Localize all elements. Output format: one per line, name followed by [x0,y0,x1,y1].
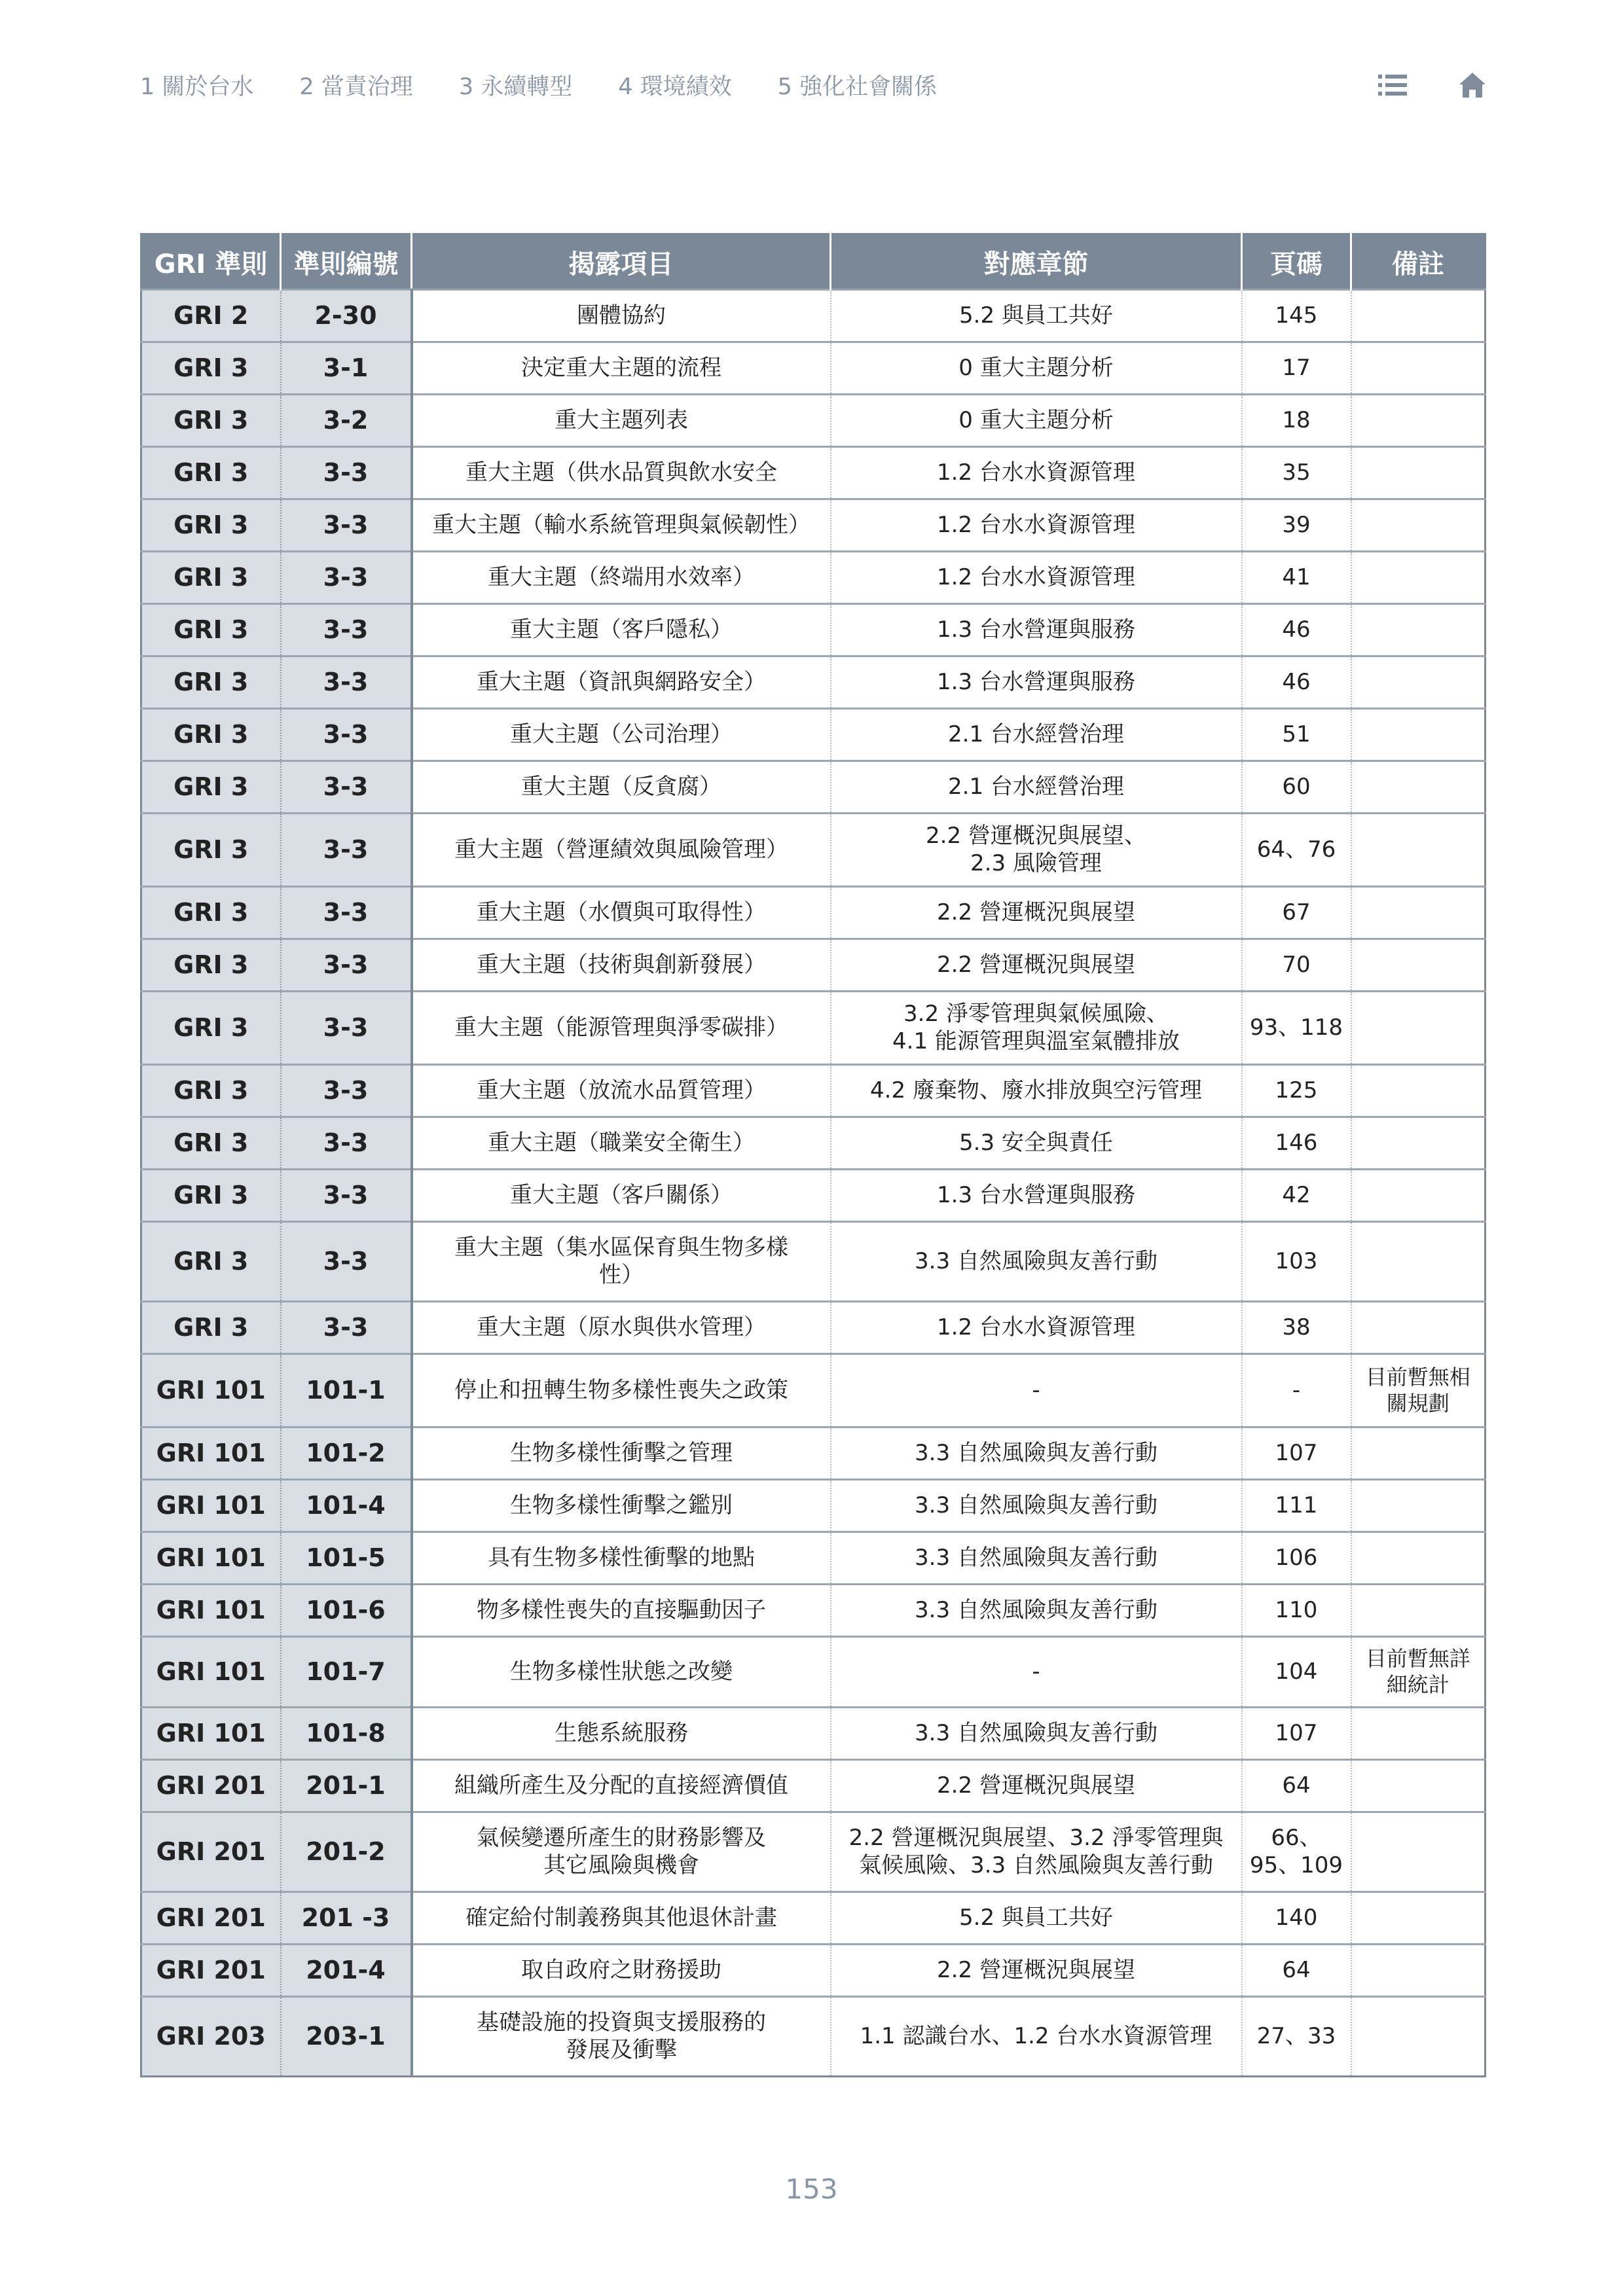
note-cell [1351,499,1486,552]
table-row [141,1637,1486,1708]
note-cell [1351,290,1486,342]
gri-standard-cell: GRI 3 [141,1117,281,1170]
page-cell: - [1242,1354,1351,1427]
page-cell: 67 [1242,887,1351,939]
page-cell: 27、33 [1242,1997,1351,2077]
table-row [141,395,1486,447]
standard-code-cell: 3-3 [281,552,412,604]
gri-standard-cell: GRI 3 [141,604,281,656]
page-cell: 107 [1242,1427,1351,1480]
gri-standard-cell: GRI 3 [141,1065,281,1117]
note-cell [1351,1222,1486,1302]
disclosure-item-cell: 重大主題（公司治理） [412,709,831,761]
nav-item-environment[interactable]: 4 環境績效 [618,74,732,100]
standard-code-cell: 101-4 [281,1480,412,1532]
gri-standard-cell: GRI 3 [141,1170,281,1222]
note-cell [1351,1812,1486,1892]
gri-standard-cell: GRI 3 [141,814,281,887]
nav-item-governance[interactable]: 2 當責治理 [299,74,413,100]
table-row [141,887,1486,939]
disclosure-item-cell: 重大主題（客戶關係） [412,1170,831,1222]
disclosure-item-cell: 重大主題（資訊與網路安全） [412,656,831,709]
gri-standard-cell: GRI 101 [141,1480,281,1532]
standard-code-cell: 3-3 [281,447,412,499]
table-row [141,761,1486,814]
note-cell [1351,992,1486,1065]
note-cell [1351,395,1486,447]
standard-code-cell: 3-3 [281,939,412,992]
disclosure-item-cell: 生物多樣性衝擊之管理 [412,1427,831,1480]
gri-standard-cell: GRI 201 [141,1760,281,1812]
disclosure-item-cell: 組織所產生及分配的直接經濟價值 [412,1760,831,1812]
gri-standard-cell: GRI 3 [141,1302,281,1354]
gri-standard-cell: GRI 3 [141,447,281,499]
standard-code-cell: 201-4 [281,1945,412,1997]
gri-standard-cell: GRI 203 [141,1997,281,2077]
standard-code-cell: 3-3 [281,656,412,709]
page-cell: 41 [1242,552,1351,604]
note-cell [1351,656,1486,709]
standard-code-cell: 3-3 [281,992,412,1065]
nav-item-transformation[interactable]: 3 永續轉型 [458,74,573,100]
note-cell [1351,604,1486,656]
standard-code-cell: 3-3 [281,1302,412,1354]
table-row [141,814,1486,887]
gri-standard-cell: GRI 2 [141,290,281,342]
gri-standard-cell: GRI 101 [141,1354,281,1427]
table-row [141,1708,1486,1760]
page-cell: 111 [1242,1480,1351,1532]
note-cell [1351,814,1486,887]
section-cell: 2.2 營運概況與展望、3.2 淨零管理與 氣候風險、3.3 自然風險與友善行動 [831,1812,1242,1892]
disclosure-item-cell: 確定給付制義務與其他退休計畫 [412,1892,831,1945]
section-cell: 3.3 自然風險與友善行動 [831,1427,1242,1480]
table-row [141,499,1486,552]
table-row [141,1945,1486,1997]
disclosure-item-cell: 具有生物多樣性衝擊的地點 [412,1532,831,1585]
standard-code-cell: 203-1 [281,1997,412,2077]
note-cell: 目前暫無相 關規劃 [1351,1354,1486,1427]
note-cell [1351,1945,1486,1997]
section-cell: 5.3 安全與責任 [831,1117,1242,1170]
note-cell [1351,761,1486,814]
section-cell: - [831,1637,1242,1708]
table-body [141,290,1486,2077]
gri-standard-cell: GRI 201 [141,1945,281,1997]
home-icon[interactable] [1458,71,1487,99]
standard-code-cell: 3-3 [281,887,412,939]
page-cell: 93、118 [1242,992,1351,1065]
table-row [141,1302,1486,1354]
disclosure-item-cell: 重大主題（反貪腐） [412,761,831,814]
table-row [141,552,1486,604]
table-row [141,709,1486,761]
section-cell: 3.3 自然風險與友善行動 [831,1480,1242,1532]
table-row [141,1997,1486,2077]
table-row [141,1480,1486,1532]
gri-standard-cell: GRI 101 [141,1427,281,1480]
section-cell: 2.2 營運概況與展望 [831,887,1242,939]
gri-standard-cell: GRI 101 [141,1708,281,1760]
gri-standard-cell: GRI 101 [141,1637,281,1708]
top-navigation [140,65,983,105]
disclosure-item-cell: 重大主題（水價與可取得性） [412,887,831,939]
disclosure-item-cell: 重大主題（職業安全衛生） [412,1117,831,1170]
gri-standard-cell: GRI 3 [141,761,281,814]
page-number: 153 [785,2173,838,2205]
gri-index-table [140,233,1486,2077]
table-row [141,656,1486,709]
table-row [141,447,1486,499]
gri-standard-cell: GRI 3 [141,395,281,447]
section-cell: 5.2 與員工共好 [831,290,1242,342]
section-cell: 1.2 台水水資源管理 [831,552,1242,604]
gri-standard-cell: GRI 3 [141,656,281,709]
header-section: 對應章節 [831,234,1242,290]
standard-code-cell: 3-3 [281,709,412,761]
page-cell: 46 [1242,604,1351,656]
section-cell: 3.3 自然風險與友善行動 [831,1222,1242,1302]
section-cell: 1.3 台水營運與服務 [831,656,1242,709]
table-row [141,1170,1486,1222]
table-row [141,290,1486,342]
note-cell [1351,887,1486,939]
gri-standard-cell: GRI 3 [141,887,281,939]
list-icon[interactable] [1378,71,1407,99]
table-row [141,992,1486,1065]
disclosure-item-cell: 團體協約 [412,290,831,342]
standard-code-cell: 101-7 [281,1637,412,1708]
table-row [141,1585,1486,1637]
section-cell: 3.3 自然風險與友善行動 [831,1708,1242,1760]
disclosure-item-cell: 取自政府之財務援助 [412,1945,831,1997]
page-cell: 64 [1242,1760,1351,1812]
section-cell: 1.2 台水水資源管理 [831,499,1242,552]
page-cell: 110 [1242,1585,1351,1637]
note-cell [1351,1708,1486,1760]
nav-item-social[interactable]: 5 強化社會關係 [777,74,938,100]
disclosure-item-cell: 生態系統服務 [412,1708,831,1760]
standard-code-cell: 3-3 [281,499,412,552]
note-cell [1351,1302,1486,1354]
section-cell: 4.2 廢棄物、廢水排放與空污管理 [831,1065,1242,1117]
section-cell: 5.2 與員工共好 [831,1892,1242,1945]
standard-code-cell: 101-2 [281,1427,412,1480]
section-cell: 3.3 自然風險與友善行動 [831,1532,1242,1585]
page-cell: 17 [1242,342,1351,395]
header-disclosure-item: 揭露項目 [412,234,831,290]
page-cell: 107 [1242,1708,1351,1760]
gri-standard-cell: GRI 3 [141,939,281,992]
page-cell: 125 [1242,1065,1351,1117]
gri-standard-cell: GRI 3 [141,992,281,1065]
standard-code-cell: 101-8 [281,1708,412,1760]
section-cell: 2.2 營運概況與展望 [831,1760,1242,1812]
disclosure-item-cell: 停止和扭轉生物多樣性喪失之政策 [412,1354,831,1427]
disclosure-item-cell: 氣候變遷所產生的財務影響及 其它風險與機會 [412,1812,831,1892]
table-row [141,604,1486,656]
page-cell: 140 [1242,1892,1351,1945]
note-cell [1351,939,1486,992]
gri-standard-cell: GRI 3 [141,499,281,552]
standard-code-cell: 3-3 [281,604,412,656]
disclosure-item-cell: 重大主題（能源管理與淨零碳排） [412,992,831,1065]
page-cell: 64 [1242,1945,1351,1997]
section-cell: 2.2 營運概況與展望 [831,939,1242,992]
page-cell: 38 [1242,1302,1351,1354]
note-cell [1351,552,1486,604]
standard-code-cell: 3-1 [281,342,412,395]
standard-code-cell: 3-3 [281,1170,412,1222]
note-cell [1351,709,1486,761]
page-cell: 46 [1242,656,1351,709]
disclosure-item-cell: 重大主題（終端用水效率） [412,552,831,604]
header-page: 頁碼 [1242,234,1351,290]
disclosure-item-cell: 決定重大主題的流程 [412,342,831,395]
section-cell: 1.2 台水水資源管理 [831,1302,1242,1354]
disclosure-item-cell: 生物多樣性狀態之改變 [412,1637,831,1708]
table-header-row [141,234,1486,290]
note-cell: 目前暫無詳 細統計 [1351,1637,1486,1708]
disclosure-item-cell: 重大主題（營運績效與風險管理） [412,814,831,887]
section-cell: 2.2 營運概況與展望 [831,1945,1242,1997]
table-row [141,1117,1486,1170]
disclosure-item-cell: 基礎設施的投資與支援服務的 發展及衝擊 [412,1997,831,2077]
table-row [141,1427,1486,1480]
note-cell [1351,1532,1486,1585]
note-cell [1351,447,1486,499]
gri-standard-cell: GRI 3 [141,342,281,395]
page-cell: 106 [1242,1532,1351,1585]
section-cell: 1.3 台水營運與服務 [831,1170,1242,1222]
section-cell: 1.3 台水營運與服務 [831,604,1242,656]
standard-code-cell: 201 -3 [281,1892,412,1945]
table-row [141,1065,1486,1117]
gri-standard-cell: GRI 3 [141,552,281,604]
note-cell [1351,342,1486,395]
table-row [141,342,1486,395]
note-cell [1351,1117,1486,1170]
page-cell: 42 [1242,1170,1351,1222]
note-cell [1351,1065,1486,1117]
standard-code-cell: 3-2 [281,395,412,447]
standard-code-cell: 101-6 [281,1585,412,1637]
gri-standard-cell: GRI 101 [141,1585,281,1637]
nav-item-about[interactable]: 1 關於台水 [140,74,254,100]
table-row [141,1812,1486,1892]
disclosure-item-cell: 重大主題（原水與供水管理） [412,1302,831,1354]
disclosure-item-cell: 重大主題（輸水系統管理與氣候韌性） [412,499,831,552]
note-cell [1351,1480,1486,1532]
table-row [141,1532,1486,1585]
page-cell: 70 [1242,939,1351,992]
note-cell [1351,1892,1486,1945]
disclosure-item-cell: 重大主題（客戶隱私） [412,604,831,656]
page-cell: 66、 95、109 [1242,1812,1351,1892]
disclosure-item-cell: 重大主題（技術與創新發展） [412,939,831,992]
table-row [141,1892,1486,1945]
standard-code-cell: 201-2 [281,1812,412,1892]
gri-standard-cell: GRI 101 [141,1532,281,1585]
section-cell: - [831,1354,1242,1427]
page-cell: 64、76 [1242,814,1351,887]
section-cell: 1.2 台水水資源管理 [831,447,1242,499]
section-cell: 0 重大主題分析 [831,395,1242,447]
page-cell: 18 [1242,395,1351,447]
section-cell: 0 重大主題分析 [831,342,1242,395]
gri-standard-cell: GRI 3 [141,709,281,761]
gri-standard-cell: GRI 201 [141,1812,281,1892]
header-standard-code: 準則編號 [281,234,412,290]
disclosure-item-cell: 重大主題列表 [412,395,831,447]
page-cell: 60 [1242,761,1351,814]
standard-code-cell: 2-30 [281,290,412,342]
header-gri-standard: GRI 準則 [141,234,281,290]
disclosure-item-cell: 重大主題（集水區保育與生物多樣 性） [412,1222,831,1302]
page-cell: 39 [1242,499,1351,552]
top-icons [1378,65,1487,105]
note-cell [1351,1427,1486,1480]
page-cell: 104 [1242,1637,1351,1708]
table-row [141,1760,1486,1812]
table-row [141,1222,1486,1302]
standard-code-cell: 3-3 [281,814,412,887]
page-cell: 103 [1242,1222,1351,1302]
standard-code-cell: 101-5 [281,1532,412,1585]
gri-standard-cell: GRI 3 [141,1222,281,1302]
section-cell: 2.1 台水經營治理 [831,709,1242,761]
section-cell: 2.1 台水經營治理 [831,761,1242,814]
note-cell [1351,1170,1486,1222]
note-cell [1351,1760,1486,1812]
disclosure-item-cell: 重大主題（供水品質與飲水安全 [412,447,831,499]
standard-code-cell: 3-3 [281,761,412,814]
page-cell: 51 [1242,709,1351,761]
standard-code-cell: 201-1 [281,1760,412,1812]
section-cell: 1.1 認識台水、1.2 台水水資源管理 [831,1997,1242,2077]
note-cell [1351,1585,1486,1637]
note-cell [1351,1997,1486,2077]
standard-code-cell: 3-3 [281,1222,412,1302]
section-cell: 3.2 淨零管理與氣候風險、 4.1 能源管理與溫室氣體排放 [831,992,1242,1065]
table-row [141,1354,1486,1427]
table-row [141,939,1486,992]
disclosure-item-cell: 物多樣性喪失的直接驅動因子 [412,1585,831,1637]
disclosure-item-cell: 生物多樣性衝擊之鑑別 [412,1480,831,1532]
gri-standard-cell: GRI 201 [141,1892,281,1945]
standard-code-cell: 101-1 [281,1354,412,1427]
standard-code-cell: 3-3 [281,1065,412,1117]
standard-code-cell: 3-3 [281,1117,412,1170]
page-cell: 146 [1242,1117,1351,1170]
page-cell: 35 [1242,447,1351,499]
header-note: 備註 [1351,234,1486,290]
page-cell: 145 [1242,290,1351,342]
section-cell: 2.2 營運概況與展望、 2.3 風險管理 [831,814,1242,887]
disclosure-item-cell: 重大主題（放流水品質管理） [412,1065,831,1117]
section-cell: 3.3 自然風險與友善行動 [831,1585,1242,1637]
